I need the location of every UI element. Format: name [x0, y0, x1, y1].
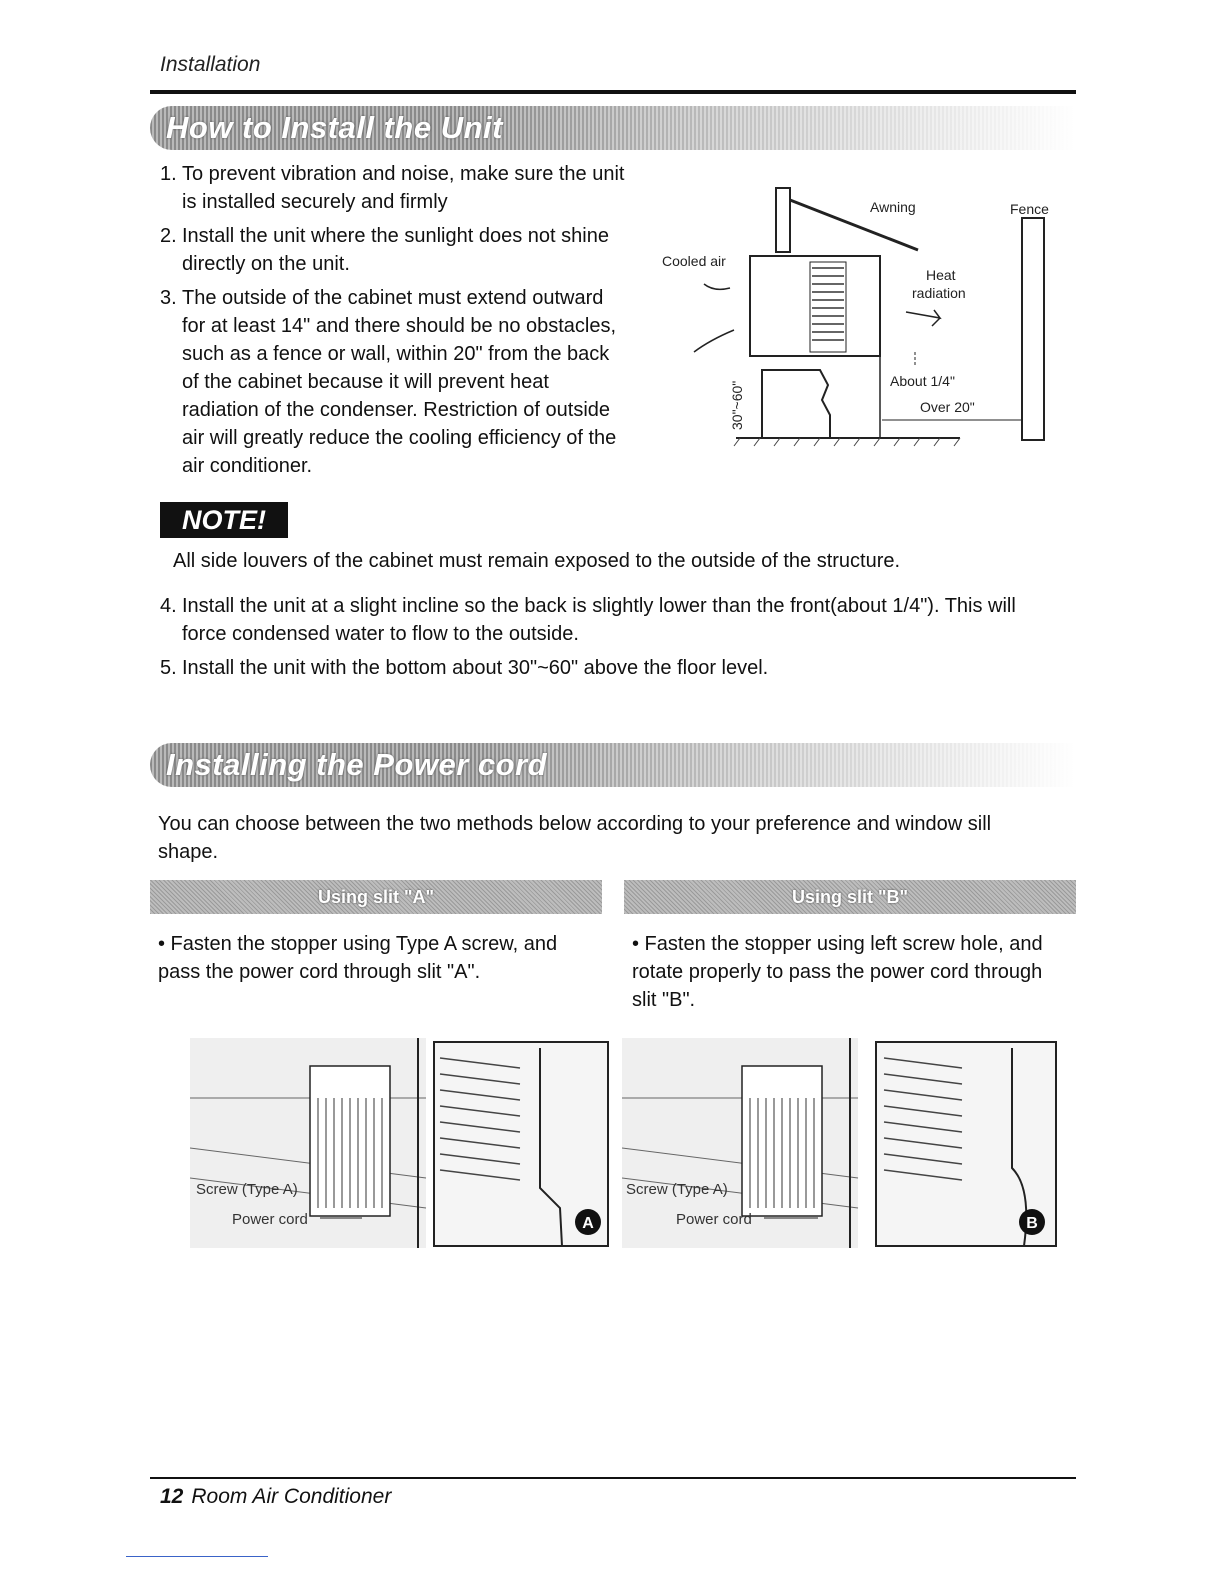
- height-label: 30"~60": [729, 380, 745, 430]
- radiation-label: radiation: [912, 285, 966, 301]
- cooled-air-arrow-icon: [694, 330, 734, 352]
- over-label: Over 20": [920, 399, 975, 415]
- power-cord-title: Installing the Power cord: [166, 747, 548, 782]
- wall-post: [776, 188, 790, 252]
- section-label: Installation: [160, 53, 261, 76]
- fence-label: Fence: [1010, 201, 1049, 217]
- page-number: 12: [160, 1485, 184, 1508]
- footer-title: Room Air Conditioner: [191, 1485, 392, 1508]
- link-underline: [126, 1556, 268, 1557]
- power-intro: You can choose between the two methods below according to your preference and window sill shape.: [158, 813, 992, 863]
- list-item: 4. Install the unit at a slight incline so the back is slightly lower than the front(about 1/4"). This will force condensed water to flow to the outside.: [160, 595, 1016, 645]
- installation-diagram: [650, 180, 1070, 460]
- install-list: [160, 160, 630, 486]
- cooled-air-arrow-icon: [704, 284, 730, 289]
- screw-label-b: Screw (Type A): [626, 1181, 728, 1198]
- marker-b-letter: B: [1026, 1215, 1038, 1232]
- power-cord-banner: [150, 743, 1076, 787]
- cord-label-b: Power cord: [676, 1211, 752, 1228]
- heat-label: Heat: [926, 267, 956, 283]
- awning-label: Awning: [870, 199, 916, 215]
- list-item: 2. Install the unit where the sunlight does not shine directly on the unit.: [160, 225, 609, 275]
- install-list-continued: [160, 592, 1050, 688]
- header-rule: [150, 90, 1076, 94]
- method-b-figure: [622, 1038, 1062, 1248]
- cord-label-a: Power cord: [232, 1211, 308, 1228]
- note-badge: NOTE!: [160, 502, 288, 538]
- list-item: 5. Install the unit with the bottom about 30"~60" above the floor level.: [160, 657, 769, 679]
- about-label: About 1/4": [890, 373, 955, 389]
- footer-rule: [150, 1477, 1076, 1479]
- list-item: 3. The outside of the cabinet must extend outward for at least 14" and there should be no obstacles, such as a fence or wall, within 20" from the back of the cabinet because it will prevent heat radiation of the condenser. Restriction of outside air will greatly reduce the cooling efficiency of the air conditioner.: [160, 287, 617, 477]
- ground-hatch: [734, 438, 960, 446]
- page-footer: [160, 1485, 391, 1509]
- heat-radiation-arrow-icon: [906, 310, 940, 326]
- install-title: How to Install the Unit: [166, 110, 503, 145]
- fence: [1022, 218, 1044, 440]
- method-b-text: • Fasten the stopper using left screw hole, and rotate properly to pass the power cord through slit "B".: [632, 933, 1043, 1011]
- note-text: All side louvers of the cabinet must remain exposed to the outside of the structure.: [173, 550, 901, 572]
- install-banner: [150, 106, 1076, 150]
- method-a-figure: [190, 1038, 610, 1248]
- marker-a-letter: A: [582, 1215, 594, 1232]
- window-sill: [762, 370, 830, 438]
- screw-label-a: Screw (Type A): [196, 1181, 298, 1198]
- ac-unit: [750, 256, 880, 356]
- method-a-header: Using slit "A": [150, 880, 602, 914]
- method-a-text: • Fasten the stopper using Type A screw, and pass the power cord through slit "A".: [158, 933, 558, 983]
- method-b-header: Using slit "B": [624, 880, 1076, 914]
- cooled-air-label: Cooled air: [662, 253, 726, 269]
- list-item: 1. To prevent vibration and noise, make sure the unit is installed securely and firmly: [160, 163, 625, 213]
